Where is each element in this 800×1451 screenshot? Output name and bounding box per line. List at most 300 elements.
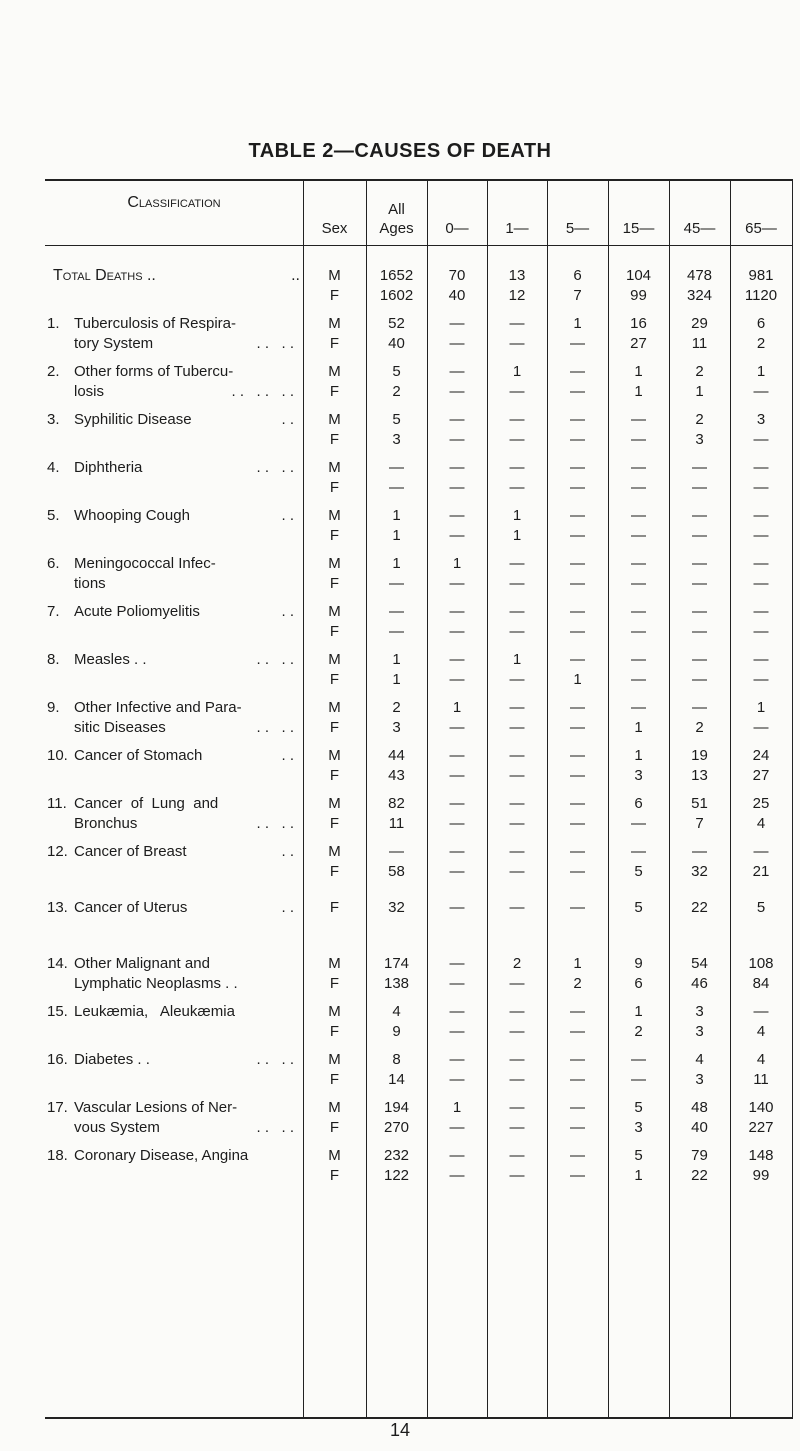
leader-dots: . . . . bbox=[256, 815, 294, 832]
age-group-cell: — bbox=[570, 623, 585, 640]
age-group-cell: — bbox=[509, 1071, 525, 1088]
age-group-cell: — bbox=[631, 1071, 646, 1088]
header-all-ages-line1: All bbox=[388, 201, 405, 218]
row-number: 16. bbox=[47, 1051, 68, 1068]
age-group-cell: 1 bbox=[452, 1099, 462, 1116]
row-label-line1: Cancer of Lung and bbox=[74, 795, 219, 812]
row-label bbox=[45, 602, 302, 622]
age-group-cell: — bbox=[449, 747, 465, 764]
leader-dots: . . . . bbox=[256, 459, 294, 476]
age-group-cell: — bbox=[509, 843, 525, 860]
age-group-cell: 2 bbox=[756, 335, 766, 352]
age-group-cell: 3 bbox=[695, 1023, 704, 1040]
age-group-cell: — bbox=[570, 767, 585, 784]
table-row bbox=[45, 1146, 793, 1194]
age-group-cell: 29 bbox=[691, 315, 708, 332]
all-ages-cell: 43 bbox=[388, 767, 405, 784]
row-number: 6. bbox=[47, 555, 60, 572]
sex-cell: M bbox=[328, 507, 341, 524]
age-group-cell: 11 bbox=[691, 335, 708, 352]
age-group-cell: — bbox=[449, 507, 465, 524]
leader-dots: . . . . bbox=[256, 335, 294, 352]
table-row bbox=[45, 602, 793, 650]
leader-dots: . . bbox=[281, 899, 294, 916]
age-group-cell: — bbox=[753, 1003, 769, 1020]
sex-cell: M bbox=[328, 267, 341, 284]
age-group-cell: 1 bbox=[512, 507, 522, 524]
age-group-cell: 48 bbox=[691, 1099, 708, 1116]
age-group-cell: — bbox=[509, 335, 525, 352]
age-group-cell: 1 bbox=[634, 1003, 643, 1020]
age-group-cell: 1 bbox=[695, 383, 704, 400]
age-group-cell: — bbox=[631, 623, 646, 640]
all-ages-cell: 1 bbox=[392, 555, 401, 572]
age-group-cell: 1 bbox=[573, 315, 582, 332]
age-group-cell: — bbox=[509, 1167, 525, 1184]
all-ages-cell: 5 bbox=[392, 411, 401, 428]
all-ages-cell: 44 bbox=[388, 747, 405, 764]
age-group-cell: 1 bbox=[634, 719, 643, 736]
header-classification: Classification bbox=[127, 194, 221, 211]
all-ages-cell: 122 bbox=[383, 1167, 410, 1184]
age-group-cell: 32 bbox=[691, 863, 708, 880]
row-number: 11. bbox=[47, 795, 67, 812]
row-label-line2: Bronchus bbox=[74, 815, 138, 832]
age-group-cell: — bbox=[631, 843, 646, 860]
age-group-cell: — bbox=[692, 843, 707, 860]
age-group-cell: — bbox=[449, 527, 465, 544]
age-group-cell: — bbox=[570, 507, 585, 524]
age-group-cell: 1 bbox=[452, 555, 462, 572]
age-group-cell: 21 bbox=[752, 863, 770, 880]
age-group-cell: 22 bbox=[691, 1167, 708, 1184]
row-number: 8. bbox=[47, 651, 60, 668]
age-group-cell: 4 bbox=[756, 1051, 766, 1068]
age-group-cell: 16 bbox=[630, 315, 647, 332]
table-row bbox=[45, 698, 793, 746]
age-group-cell: — bbox=[449, 843, 465, 860]
age-group-cell: — bbox=[449, 335, 465, 352]
header-age-45: 45— bbox=[683, 220, 716, 237]
sex-cell: M bbox=[328, 555, 341, 572]
age-group-cell: — bbox=[449, 431, 465, 448]
row-label-line1: Meningococcal Infec- bbox=[74, 555, 216, 572]
all-ages-cell: 14 bbox=[388, 1071, 405, 1088]
row-label-line1: Diabetes . . bbox=[74, 1051, 150, 1068]
age-group-cell: 51 bbox=[691, 795, 708, 812]
row-number: 5. bbox=[47, 507, 60, 524]
row-label-line1: Measles . . bbox=[74, 651, 147, 668]
age-group-cell: — bbox=[631, 575, 646, 592]
age-group-cell: — bbox=[692, 507, 707, 524]
age-group-cell: 5 bbox=[634, 863, 643, 880]
sex-cell: F bbox=[329, 719, 340, 736]
sex-cell: F bbox=[329, 1119, 340, 1136]
age-group-cell: — bbox=[692, 555, 707, 572]
age-group-cell: — bbox=[449, 603, 465, 620]
sex-cell: M bbox=[328, 363, 341, 380]
all-ages-cell: 9 bbox=[392, 1023, 401, 1040]
table-row bbox=[45, 898, 793, 946]
age-group-cell: — bbox=[509, 315, 525, 332]
age-group-cell: — bbox=[509, 815, 525, 832]
row-number: 1. bbox=[47, 315, 60, 332]
age-group-cell: — bbox=[753, 507, 769, 524]
age-group-cell: 99 bbox=[752, 1167, 770, 1184]
row-label-line1: Acute Poliomyelitis bbox=[74, 603, 200, 620]
age-group-cell: — bbox=[449, 1023, 465, 1040]
header-age-1: 1— bbox=[505, 220, 529, 237]
age-group-cell: 4 bbox=[695, 1051, 704, 1068]
age-group-cell: 1 bbox=[756, 699, 766, 716]
row-label-line1: Cancer of Uterus bbox=[74, 899, 188, 916]
header-all-ages-line2: Ages bbox=[379, 220, 414, 237]
age-group-cell: 6 bbox=[756, 315, 766, 332]
all-ages-cell: 8 bbox=[392, 1051, 401, 1068]
row-number: 7. bbox=[47, 603, 60, 620]
age-group-cell: — bbox=[692, 699, 707, 716]
age-group-cell: 13 bbox=[691, 767, 708, 784]
age-group-cell: 3 bbox=[695, 1003, 704, 1020]
age-group-cell: — bbox=[509, 555, 525, 572]
row-label bbox=[45, 1146, 302, 1166]
age-group-cell: — bbox=[449, 795, 465, 812]
leader-dots: . . bbox=[281, 411, 294, 428]
age-group-cell: — bbox=[692, 527, 707, 544]
age-group-cell: 70 bbox=[448, 267, 466, 284]
age-group-cell: 3 bbox=[695, 431, 704, 448]
all-ages-cell: 1 bbox=[392, 671, 401, 688]
sex-cell: M bbox=[328, 1099, 341, 1116]
age-group-cell: — bbox=[570, 719, 585, 736]
age-group-cell: — bbox=[692, 623, 707, 640]
header-sex: Sex bbox=[321, 220, 348, 237]
row-label-line1: Coronary Disease, Angina bbox=[74, 1147, 249, 1164]
age-group-cell: — bbox=[570, 651, 585, 668]
age-group-cell: — bbox=[509, 411, 525, 428]
age-group-cell: — bbox=[753, 603, 769, 620]
leader-dots: . . . . bbox=[256, 1051, 294, 1068]
age-group-cell: — bbox=[753, 431, 769, 448]
age-group-cell: 2 bbox=[512, 955, 522, 972]
age-group-cell: — bbox=[509, 747, 525, 764]
all-ages-cell: 52 bbox=[388, 315, 405, 332]
age-group-cell: — bbox=[509, 1023, 525, 1040]
age-group-cell: — bbox=[570, 1023, 585, 1040]
age-group-cell: 40 bbox=[448, 287, 466, 304]
row-label-line2: losis bbox=[74, 383, 105, 400]
age-group-cell: 9 bbox=[634, 955, 643, 972]
all-ages-cell: 2 bbox=[392, 383, 401, 400]
leader-dots: . . bbox=[281, 843, 294, 860]
age-group-cell: — bbox=[753, 671, 769, 688]
row-number: 15. bbox=[47, 1003, 68, 1020]
age-group-cell: 6 bbox=[634, 795, 643, 812]
table-row bbox=[45, 954, 793, 1002]
age-group-cell: 7 bbox=[573, 287, 582, 304]
all-ages-cell: 1652 bbox=[379, 267, 414, 284]
age-group-cell: — bbox=[631, 527, 646, 544]
age-group-cell: — bbox=[449, 575, 465, 592]
age-group-cell: — bbox=[753, 575, 769, 592]
row-label-line2: Lymphatic Neoplasms . . bbox=[74, 975, 238, 992]
age-group-cell: — bbox=[631, 507, 646, 524]
age-group-cell: — bbox=[570, 699, 585, 716]
row-label bbox=[45, 746, 302, 766]
age-group-cell: — bbox=[509, 459, 525, 476]
leader-dots: . . . . bbox=[256, 719, 294, 736]
age-group-cell: 3 bbox=[634, 767, 643, 784]
age-group-cell: — bbox=[509, 863, 525, 880]
age-group-cell: — bbox=[570, 1003, 585, 1020]
sex-cell: F bbox=[329, 335, 340, 352]
row-label bbox=[45, 410, 302, 430]
sex-cell: F bbox=[329, 815, 340, 832]
table-row bbox=[45, 842, 793, 890]
age-group-cell: 1120 bbox=[744, 287, 778, 304]
age-group-cell: — bbox=[570, 459, 585, 476]
all-ages-cell: 1 bbox=[392, 507, 401, 524]
row-label bbox=[45, 266, 308, 286]
all-ages-cell: 5 bbox=[392, 363, 401, 380]
all-ages-cell: 58 bbox=[388, 863, 405, 880]
row-label-line1: Vascular Lesions of Ner- bbox=[74, 1099, 238, 1116]
age-group-cell: 1 bbox=[634, 383, 643, 400]
age-group-cell: 2 bbox=[634, 1023, 643, 1040]
age-group-cell: — bbox=[753, 623, 769, 640]
age-group-cell: 5 bbox=[634, 899, 643, 916]
age-group-cell: 40 bbox=[691, 1119, 708, 1136]
age-group-cell: — bbox=[449, 671, 465, 688]
header-age-0: 0— bbox=[445, 220, 469, 237]
row-label-line1: Cancer of Breast bbox=[74, 843, 187, 860]
age-group-cell: 148 bbox=[748, 1147, 774, 1164]
sex-cell: M bbox=[328, 459, 341, 476]
age-group-cell: — bbox=[753, 479, 769, 496]
age-group-cell: — bbox=[631, 671, 646, 688]
row-label bbox=[45, 898, 302, 918]
age-group-cell: 108 bbox=[748, 955, 774, 972]
age-group-cell: — bbox=[509, 1003, 525, 1020]
sex-cell: M bbox=[328, 699, 341, 716]
age-group-cell: — bbox=[570, 1099, 585, 1116]
sex-cell: F bbox=[329, 623, 340, 640]
row-number: 13. bbox=[47, 899, 68, 916]
all-ages-cell: 174 bbox=[383, 955, 410, 972]
leader-dots: . . . . bbox=[256, 1119, 294, 1136]
row-label bbox=[45, 842, 302, 862]
age-group-cell: — bbox=[570, 603, 585, 620]
leader-dots: . . bbox=[281, 507, 294, 524]
age-group-cell: 1 bbox=[512, 363, 522, 380]
age-group-cell: — bbox=[509, 623, 525, 640]
age-group-cell: — bbox=[692, 479, 707, 496]
all-ages-cell: 82 bbox=[388, 795, 405, 812]
row-label-line2: tory System bbox=[74, 335, 154, 352]
row-number: 10. bbox=[47, 747, 68, 764]
row-number: 12. bbox=[47, 843, 68, 860]
row-label-line1: Other Malignant and bbox=[74, 955, 210, 972]
age-group-cell: — bbox=[570, 1147, 585, 1164]
age-group-cell: 25 bbox=[752, 795, 770, 812]
age-group-cell: — bbox=[753, 719, 769, 736]
age-group-cell: — bbox=[509, 767, 525, 784]
sex-cell: M bbox=[328, 603, 341, 620]
age-group-cell: — bbox=[449, 479, 465, 496]
age-group-cell: — bbox=[509, 1051, 525, 1068]
age-group-cell: — bbox=[449, 383, 465, 400]
table-row bbox=[45, 1098, 793, 1146]
row-label-line1: Diphtheria bbox=[74, 459, 143, 476]
sex-cell: M bbox=[328, 651, 341, 668]
age-group-cell: — bbox=[449, 623, 465, 640]
all-ages-cell: 32 bbox=[388, 899, 405, 916]
sex-cell: M bbox=[328, 1051, 341, 1068]
row-label bbox=[45, 554, 302, 594]
row-label-line1: Leukæmia, Aleukæmia bbox=[74, 1003, 235, 1020]
age-group-cell: 3 bbox=[756, 411, 766, 428]
sex-cell: F bbox=[329, 479, 340, 496]
row-label bbox=[45, 314, 302, 354]
leader-dots: . . bbox=[281, 747, 294, 764]
age-group-cell: 99 bbox=[630, 287, 647, 304]
row-label-line1: Cancer of Stomach bbox=[74, 747, 203, 764]
age-group-cell: 27 bbox=[752, 767, 770, 784]
age-group-cell: 140 bbox=[748, 1099, 774, 1116]
age-group-cell: — bbox=[570, 843, 585, 860]
row-label bbox=[45, 650, 302, 670]
sex-cell: F bbox=[329, 527, 340, 544]
age-group-cell: — bbox=[692, 603, 707, 620]
age-group-cell: — bbox=[753, 555, 769, 572]
row-label-line1: Total Deaths .. bbox=[53, 267, 156, 284]
age-group-cell: 11 bbox=[753, 1071, 769, 1088]
age-group-cell: — bbox=[449, 955, 465, 972]
age-group-cell: — bbox=[570, 1167, 585, 1184]
all-ages-cell: 1 bbox=[392, 527, 401, 544]
age-group-cell: — bbox=[509, 575, 525, 592]
header-divider bbox=[45, 245, 793, 246]
age-group-cell: — bbox=[753, 843, 769, 860]
age-group-cell: — bbox=[692, 575, 707, 592]
age-group-cell: 4 bbox=[756, 815, 766, 832]
age-group-cell: — bbox=[753, 383, 769, 400]
age-group-cell: — bbox=[449, 1003, 465, 1020]
age-group-cell: — bbox=[570, 863, 585, 880]
age-group-cell: — bbox=[449, 719, 465, 736]
age-group-cell: 3 bbox=[695, 1071, 704, 1088]
table-row bbox=[45, 746, 793, 794]
age-group-cell: 1 bbox=[512, 527, 522, 544]
age-group-cell: — bbox=[509, 671, 525, 688]
age-group-cell: 6 bbox=[634, 975, 643, 992]
age-group-cell: 1 bbox=[756, 363, 766, 380]
age-group-cell: — bbox=[631, 431, 646, 448]
row-number: 14. bbox=[47, 955, 68, 972]
age-group-cell: — bbox=[631, 1051, 646, 1068]
sex-cell: F bbox=[329, 899, 340, 916]
age-group-cell: — bbox=[570, 411, 585, 428]
age-group-cell: — bbox=[570, 479, 585, 496]
age-group-cell: 13 bbox=[508, 267, 526, 284]
age-group-cell: — bbox=[753, 459, 769, 476]
sex-cell: F bbox=[329, 287, 340, 304]
age-group-cell: — bbox=[449, 863, 465, 880]
age-group-cell: 4 bbox=[756, 1023, 766, 1040]
age-group-cell: — bbox=[570, 747, 585, 764]
row-label bbox=[45, 1002, 302, 1022]
age-group-cell: 5 bbox=[634, 1147, 643, 1164]
age-group-cell: — bbox=[509, 431, 525, 448]
table-row bbox=[45, 314, 793, 362]
age-group-cell: 5 bbox=[634, 1099, 643, 1116]
all-ages-cell: 232 bbox=[383, 1147, 410, 1164]
age-group-cell: — bbox=[449, 411, 465, 428]
header-age-15: 15— bbox=[622, 220, 655, 237]
age-group-cell: — bbox=[509, 699, 525, 716]
age-group-cell: 1 bbox=[573, 955, 582, 972]
table-row bbox=[45, 506, 793, 554]
age-group-cell: 19 bbox=[691, 747, 708, 764]
header-age-65: 65— bbox=[745, 220, 777, 237]
row-label-line1: Other Infective and Para- bbox=[74, 699, 242, 716]
age-group-cell: — bbox=[570, 363, 585, 380]
age-group-cell: — bbox=[509, 1119, 525, 1136]
all-ages-cell: 11 bbox=[388, 815, 405, 832]
age-group-cell: — bbox=[449, 651, 465, 668]
age-group-cell: — bbox=[449, 899, 465, 916]
all-ages-cell: 1 bbox=[392, 651, 401, 668]
age-group-cell: 5 bbox=[756, 899, 766, 916]
table-row bbox=[45, 362, 793, 410]
row-number: 3. bbox=[47, 411, 60, 428]
age-group-cell: — bbox=[570, 795, 585, 812]
age-group-cell: — bbox=[509, 795, 525, 812]
header-age-5: 5— bbox=[565, 220, 590, 237]
age-group-cell: — bbox=[570, 1051, 585, 1068]
age-group-cell: — bbox=[509, 479, 525, 496]
row-label-line1: Whooping Cough bbox=[74, 507, 190, 524]
age-group-cell: — bbox=[570, 383, 585, 400]
row-number: 18. bbox=[47, 1147, 68, 1164]
sex-cell: M bbox=[328, 843, 341, 860]
age-group-cell: — bbox=[570, 555, 585, 572]
age-group-cell: — bbox=[509, 975, 525, 992]
sex-cell: F bbox=[329, 1167, 340, 1184]
row-label-line2: tions bbox=[74, 575, 106, 592]
leader-dots: . . bbox=[281, 603, 294, 620]
age-group-cell: 104 bbox=[625, 267, 652, 284]
age-group-cell: — bbox=[449, 1051, 465, 1068]
age-group-cell: — bbox=[449, 975, 465, 992]
causes-of-death-table bbox=[45, 179, 793, 1419]
age-group-cell: — bbox=[570, 899, 585, 916]
age-group-cell: — bbox=[570, 1119, 585, 1136]
table-row bbox=[45, 650, 793, 698]
table-row bbox=[45, 410, 793, 458]
sex-cell: M bbox=[328, 747, 341, 764]
age-group-cell: — bbox=[570, 1071, 585, 1088]
age-group-cell: — bbox=[449, 1147, 465, 1164]
sex-cell: M bbox=[328, 955, 341, 972]
age-group-cell: — bbox=[449, 815, 465, 832]
all-ages-cell: 4 bbox=[392, 1003, 401, 1020]
all-ages-cell: — bbox=[389, 623, 404, 640]
all-ages-cell: — bbox=[389, 479, 404, 496]
age-group-cell: — bbox=[509, 603, 525, 620]
table-row bbox=[45, 266, 793, 314]
age-group-cell: — bbox=[631, 479, 646, 496]
